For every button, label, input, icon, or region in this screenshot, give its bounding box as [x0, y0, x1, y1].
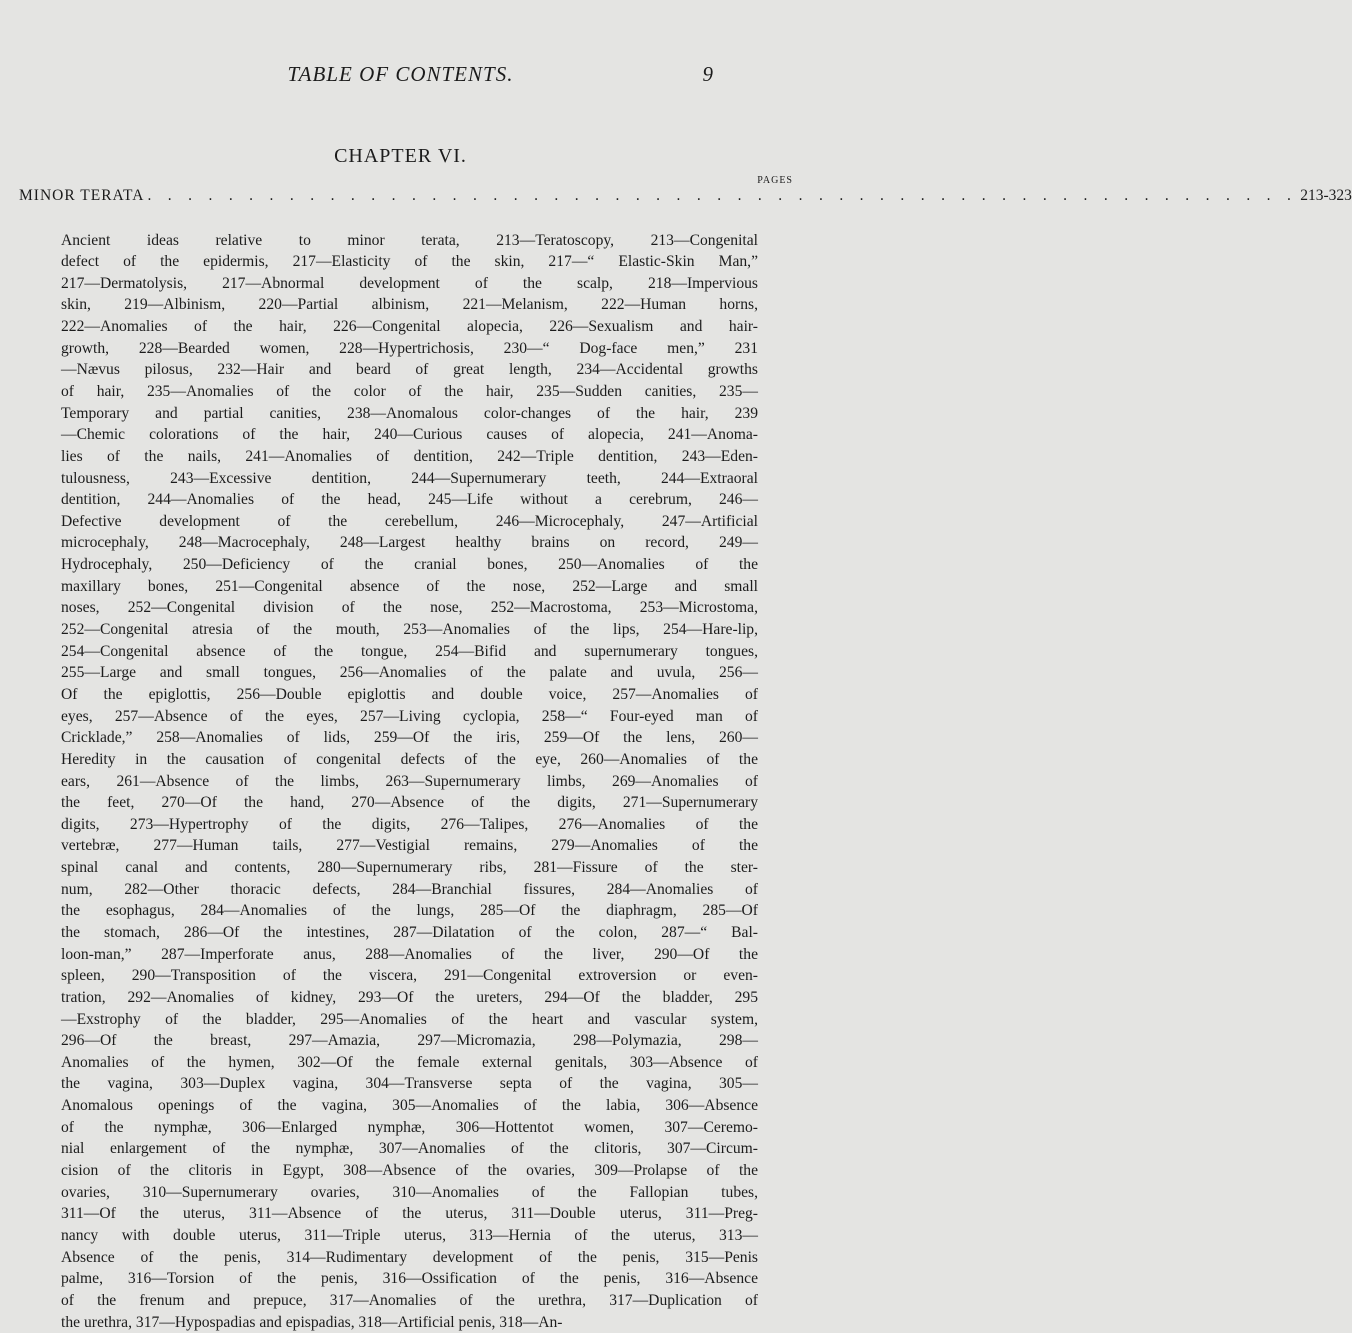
text-line: Ancient ideas relative to minor terata, 213—Teratoscopy, 213—Congenital [61, 230, 758, 252]
text-line: tulousness, 243—Excessive dentition, 244—Supernumerary teeth, 244—Extraoral [61, 468, 758, 490]
text-line: the urethra, 317—Hypospadias and epispadias, 318—Artificial penis, 318—An- [61, 1312, 758, 1333]
text-line: the esophagus, 284—Anomalies of the lungs, 285—Of the diaphragm, 285—Of [61, 900, 758, 922]
text-line: Absence of the penis, 314—Rudimentary development of the penis, 315—Penis [61, 1247, 758, 1269]
text-line: digits, 273—Hypertrophy of the digits, 276—Talipes, 276—Anomalies of the [61, 814, 758, 836]
toc-entry [19, 187, 795, 209]
text-line: 217—Dermatolysis, 217—Abnormal development of the scalp, 218—Impervious [61, 273, 758, 295]
text-line: microcephaly, 248—Macrocephaly, 248—Largest healthy brains on record, 249— [61, 532, 758, 554]
section-title: MINOR TERATA [19, 187, 144, 205]
text-line: Hydrocephaly, 250—Deficiency of the cranial bones, 250—Anomalies of the [61, 554, 758, 576]
text-line: the stomach, 286—Of the intestines, 287—Dilatation of the colon, 287—“ Bal- [61, 922, 758, 944]
text-line: defect of the epidermis, 217—Elasticity of the skin, 217—“ Elastic-Skin Man,” [61, 251, 758, 273]
text-line: Heredity in the causation of congenital defects of the eye, 260—Anomalies of the [61, 749, 758, 771]
text-line: tration, 292—Anomalies of kidney, 293—Of the ureters, 294—Of the bladder, 295 [61, 987, 758, 1009]
page-number: 9 [703, 62, 714, 87]
text-line: the vagina, 303—Duplex vagina, 304—Transverse septa of the vagina, 305— [61, 1073, 758, 1095]
text-line: of the nymphæ, 306—Enlarged nymphæ, 306—Hottentot women, 307—Ceremo- [61, 1117, 758, 1139]
section-page-range: 213-323 [1300, 187, 1352, 205]
text-line: cision of the clitoris in Egypt, 308—Absence of the ovaries, 309—Prolapse of the [61, 1160, 758, 1182]
text-line: growth, 228—Bearded women, 228—Hypertrichosis, 230—“ Dog-face men,” 231 [61, 338, 758, 360]
text-line: skin, 219—Albinism, 220—Partial albinism, 221—Melanism, 222—Human horns, [61, 294, 758, 316]
text-line: of the frenum and prepuce, 317—Anomalies of the urethra, 317—Duplication of [61, 1290, 758, 1312]
running-title: TABLE OF CONTENTS. [0, 62, 801, 87]
text-line: dentition, 244—Anomalies of the head, 245—Life without a cerebrum, 246— [61, 489, 758, 511]
running-header [0, 62, 801, 90]
chapter-summary-paragraph [61, 230, 758, 1333]
text-line: lies of the nails, 241—Anomalies of dentition, 242—Triple dentition, 243—Eden- [61, 446, 758, 468]
text-line: 252—Congenital atresia of the mouth, 253—Anomalies of the lips, 254—Hare-lip, [61, 619, 758, 641]
text-line: the feet, 270—Of the hand, 270—Absence of the digits, 271—Supernumerary [61, 792, 758, 814]
text-line: 311—Of the uterus, 311—Absence of the uterus, 311—Double uterus, 311—Preg- [61, 1203, 758, 1225]
text-line: Anomalous openings of the vagina, 305—Anomalies of the labia, 306—Absence [61, 1095, 758, 1117]
chapter-heading: CHAPTER VI. [0, 145, 801, 168]
text-line: 222—Anomalies of the hair, 226—Congenital alopecia, 226—Sexualism and hair- [61, 316, 758, 338]
text-line: nial enlargement of the nymphæ, 307—Anomalies of the clitoris, 307—Circum- [61, 1138, 758, 1160]
dot-leaders: . . . . . . . . . . . . . . . . . . . . . . . . . . . . . . . . . . . . . . . . . . . . . . . . . . . . . . . . . [147, 187, 1297, 205]
text-line: spleen, 290—Transposition of the viscera, 291—Congenital extroversion or even- [61, 965, 758, 987]
text-line: —Chemic colorations of the hair, 240—Curious causes of alopecia, 241—Anoma- [61, 424, 758, 446]
text-line: Defective development of the cerebellum, 246—Microcephaly, 247—Artificial [61, 511, 758, 533]
text-line: nancy with double uterus, 311—Triple uterus, 313—Hernia of the uterus, 313— [61, 1225, 758, 1247]
text-line: Cricklade,” 258—Anomalies of lids, 259—Of the iris, 259—Of the lens, 260— [61, 727, 758, 749]
text-line: Of the epiglottis, 256—Double epiglottis and double voice, 257—Anomalies of [61, 684, 758, 706]
text-line: ovaries, 310—Supernumerary ovaries, 310—Anomalies of the Fallopian tubes, [61, 1182, 758, 1204]
text-line: maxillary bones, 251—Congenital absence of the nose, 252—Large and small [61, 576, 758, 598]
text-line: 254—Congenital absence of the tongue, 254—Bifid and supernumerary tongues, [61, 641, 758, 663]
text-line: —Nævus pilosus, 232—Hair and beard of great length, 234—Accidental growths [61, 359, 758, 381]
text-line: spinal canal and contents, 280—Supernumerary ribs, 281—Fissure of the ster- [61, 857, 758, 879]
text-line: eyes, 257—Absence of the eyes, 257—Living cyclopia, 258—“ Four-eyed man of [61, 706, 758, 728]
text-line: 296—Of the breast, 297—Amazia, 297—Micromazia, 298—Polymazia, 298— [61, 1030, 758, 1052]
text-line: loon-man,” 287—Imperforate anus, 288—Anomalies of the liver, 290—Of the [61, 944, 758, 966]
text-line: vertebræ, 277—Human tails, 277—Vestigial remains, 279—Anomalies of the [61, 835, 758, 857]
text-line: Temporary and partial canities, 238—Anomalous color-changes of the hair, 239 [61, 403, 758, 425]
text-line: palme, 316—Torsion of the penis, 316—Ossification of the penis, 316—Absence [61, 1268, 758, 1290]
text-line: ears, 261—Absence of the limbs, 263—Supernumerary limbs, 269—Anomalies of [61, 771, 758, 793]
text-line: Anomalies of the hymen, 302—Of the female external genitals, 303—Absence of [61, 1052, 758, 1074]
text-line: 255—Large and small tongues, 256—Anomalies of the palate and uvula, 256— [61, 662, 758, 684]
text-line: noses, 252—Congenital division of the nose, 252—Macrostoma, 253—Microstoma, [61, 597, 758, 619]
text-line: of hair, 235—Anomalies of the color of the hair, 235—Sudden canities, 235— [61, 381, 758, 403]
text-line: —Exstrophy of the bladder, 295—Anomalies of the heart and vascular system, [61, 1009, 758, 1031]
pages-column-label: PAGES [757, 175, 793, 186]
text-line: num, 282—Other thoracic defects, 284—Branchial fissures, 284—Anomalies of [61, 879, 758, 901]
